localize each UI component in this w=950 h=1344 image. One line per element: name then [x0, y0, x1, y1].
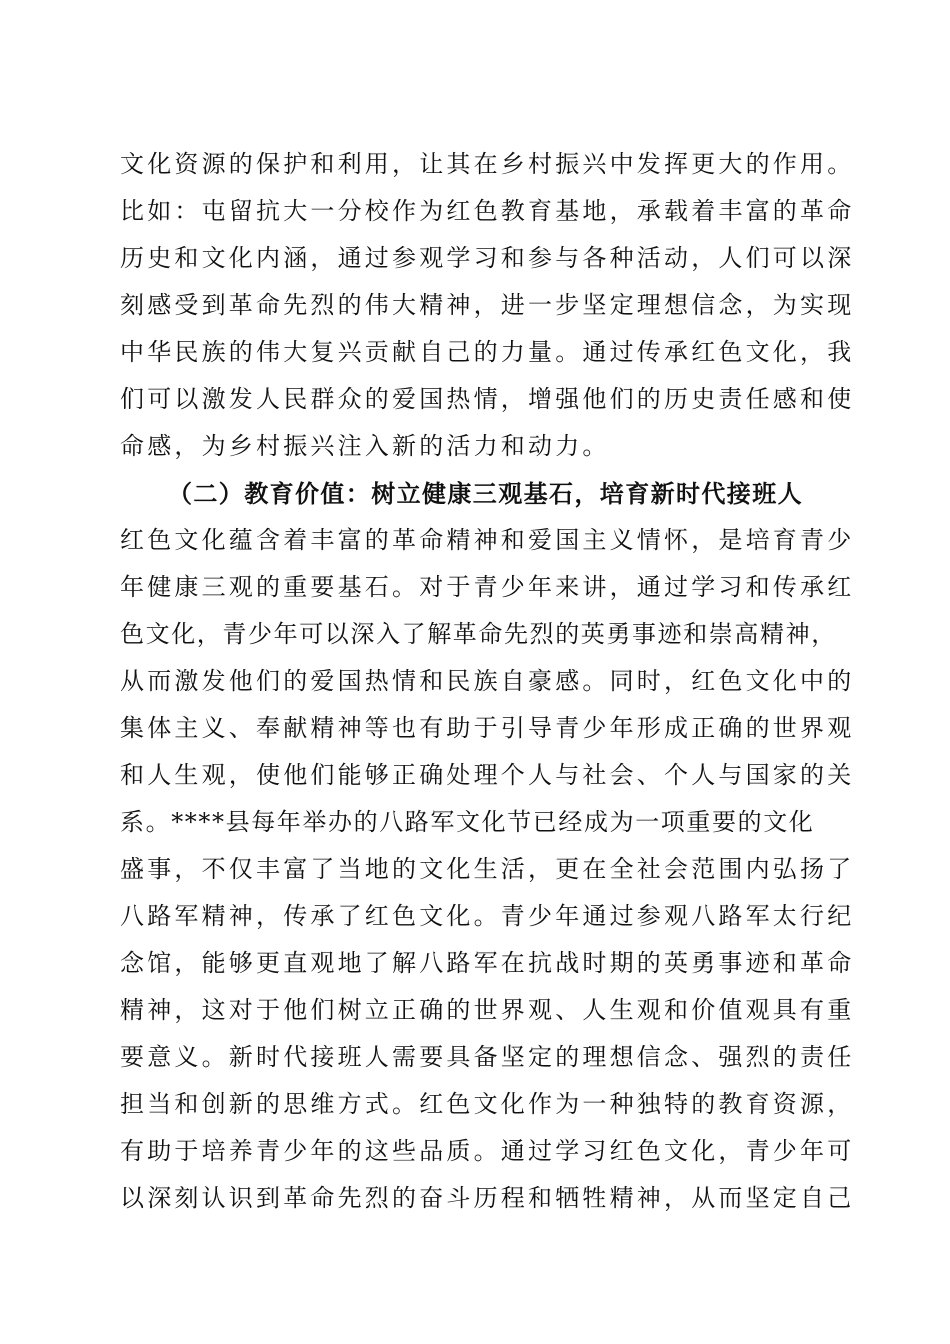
text-line: 命感，为乡村振兴注入新的活力和动力。 [120, 432, 610, 460]
text-line: 念馆，能够更直观地了解八路军在抗战时期的英勇事迹和革命 [120, 949, 855, 977]
text-line: 年健康三观的重要基石。对于青少年来讲，通过学习和传承红 [120, 573, 855, 601]
section-heading: （二）教育价值：树立健康三观基石，培育新时代接班人 [168, 479, 803, 508]
text-line: 们可以激发人民群众的爱国热情，增强他们的历史责任感和使 [120, 385, 855, 413]
text-line: 有助于培养青少年的这些品质。通过学习红色文化，青少年可 [120, 1137, 855, 1165]
text-line: 历史和文化内涵，通过参观学习和参与各种活动，人们可以深 [120, 244, 855, 272]
text-line: 集体主义、奉献精神等也有助于引导青少年形成正确的世界观 [120, 714, 855, 742]
text-line: 和人生观，使他们能够正确处理个人与社会、个人与国家的关 [120, 761, 855, 789]
text-line: 要意义。新时代接班人需要具备坚定的理想信念、强烈的责任 [120, 1043, 855, 1071]
text-line: 八路军精神，传承了红色文化。青少年通过参观八路军太行纪 [120, 902, 855, 930]
text-line: 刻感受到革命先烈的伟大精神，进一步坚定理想信念，为实现 [120, 291, 855, 319]
text-line: 中华民族的伟大复兴贡献自己的力量。通过传承红色文化，我 [120, 338, 855, 366]
text-line: 红色文化蕴含着丰富的革命精神和爱国主义情怀，是培育青少 [120, 526, 855, 554]
text-line: 担当和创新的思维方式。红色文化作为一种独特的教育资源， [120, 1090, 855, 1118]
text-line: 色文化，青少年可以深入了解革命先烈的英勇事迹和崇高精神， [120, 620, 837, 648]
text-line: 精神，这对于他们树立正确的世界观、人生观和价值观具有重 [120, 996, 855, 1024]
text-line: 文化资源的保护和利用，让其在乡村振兴中发挥更大的作用。 [120, 150, 855, 178]
text-line: 系。****县每年举办的八路军文化节已经成为一项重要的文化 [120, 808, 815, 836]
text-line: 盛事，不仅丰富了当地的文化生活，更在全社会范围内弘扬了 [120, 855, 855, 883]
text-line: 比如：屯留抗大一分校作为红色教育基地，承载着丰富的革命 [120, 197, 855, 225]
body-text [120, 141, 855, 1222]
text-line: 从而激发他们的爱国热情和民族自豪感。同时，红色文化中的 [120, 667, 855, 695]
text-line: 以深刻认识到革命先烈的奋斗历程和牺牲精神，从而坚定自己 [120, 1184, 855, 1212]
